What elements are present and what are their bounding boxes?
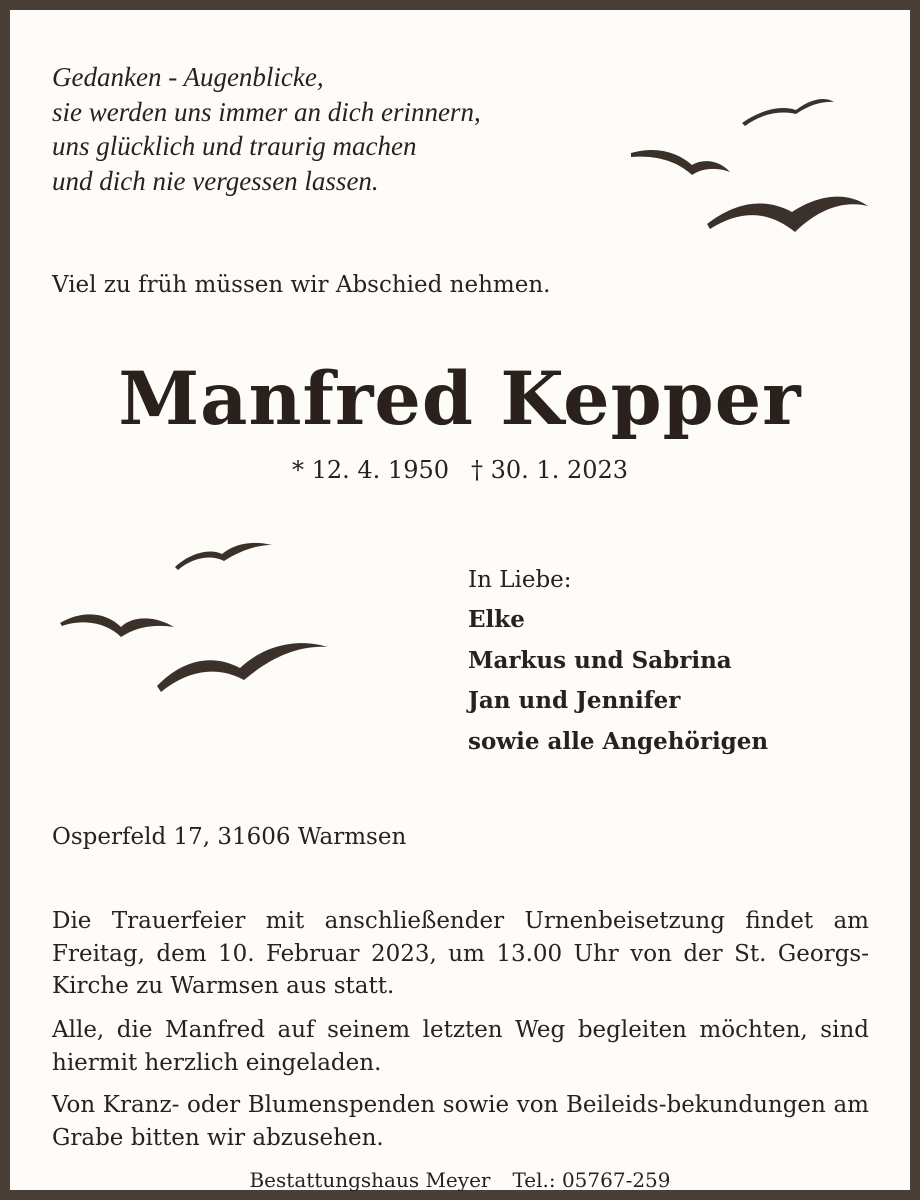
mourner-name: Elke xyxy=(468,606,525,633)
funeral-info-paragraph: Die Trauerfeier mit anschließender Urnenbeisetzung findet am Freitag, dem 10. Februar 2023, um 13.00 Uhr von der St. Georgs-Kirche zu Warmsen aus statt. xyxy=(52,908,869,999)
mourner-name: Markus und Sabrina xyxy=(468,646,732,674)
address: Osperfeld 17, 31606 Warmsen xyxy=(52,824,407,850)
poem: Gedanken - Augenblicke, sie werden uns immer an dich erinnern, uns glücklich und traurig machen und dich nie vergessen lassen. xyxy=(52,62,481,196)
birth-date: * 12. 4. 1950 xyxy=(291,456,449,484)
mourners-label: In Liebe: xyxy=(468,567,572,593)
bird-icon xyxy=(60,614,174,637)
donations-paragraph: Von Kranz- oder Blumenspenden sowie von Beileids-bekundungen am Grabe bitten wir abzusehen. xyxy=(52,1092,869,1151)
mourner-name: Jan und Jennifer xyxy=(468,687,681,714)
obituary-notice xyxy=(10,10,910,1190)
life-dates xyxy=(10,456,910,484)
footer xyxy=(10,1168,910,1192)
bird-icon xyxy=(157,643,328,692)
bird-icon xyxy=(707,197,868,232)
deceased-name: Manfred Kepper xyxy=(118,356,802,442)
intro-line: Viel zu früh müssen wir Abschied nehmen. xyxy=(52,272,551,298)
funeral-home-phone: Tel.: 05767-259 xyxy=(512,1168,671,1192)
bird-icon xyxy=(742,99,834,126)
bird-icon xyxy=(175,543,272,570)
invitation-paragraph: Alle, die Manfred auf seinem letzten Weg begleiten möchten, sind hiermit herzlich eingeladen. xyxy=(52,1017,869,1076)
bird-icon xyxy=(631,150,730,175)
mourners-block xyxy=(468,560,898,762)
mourner-name: sowie alle Angehörigen xyxy=(468,727,769,755)
death-date: † 30. 1. 2023 xyxy=(471,456,629,484)
funeral-home-name: Bestattungshaus Meyer xyxy=(249,1168,491,1192)
